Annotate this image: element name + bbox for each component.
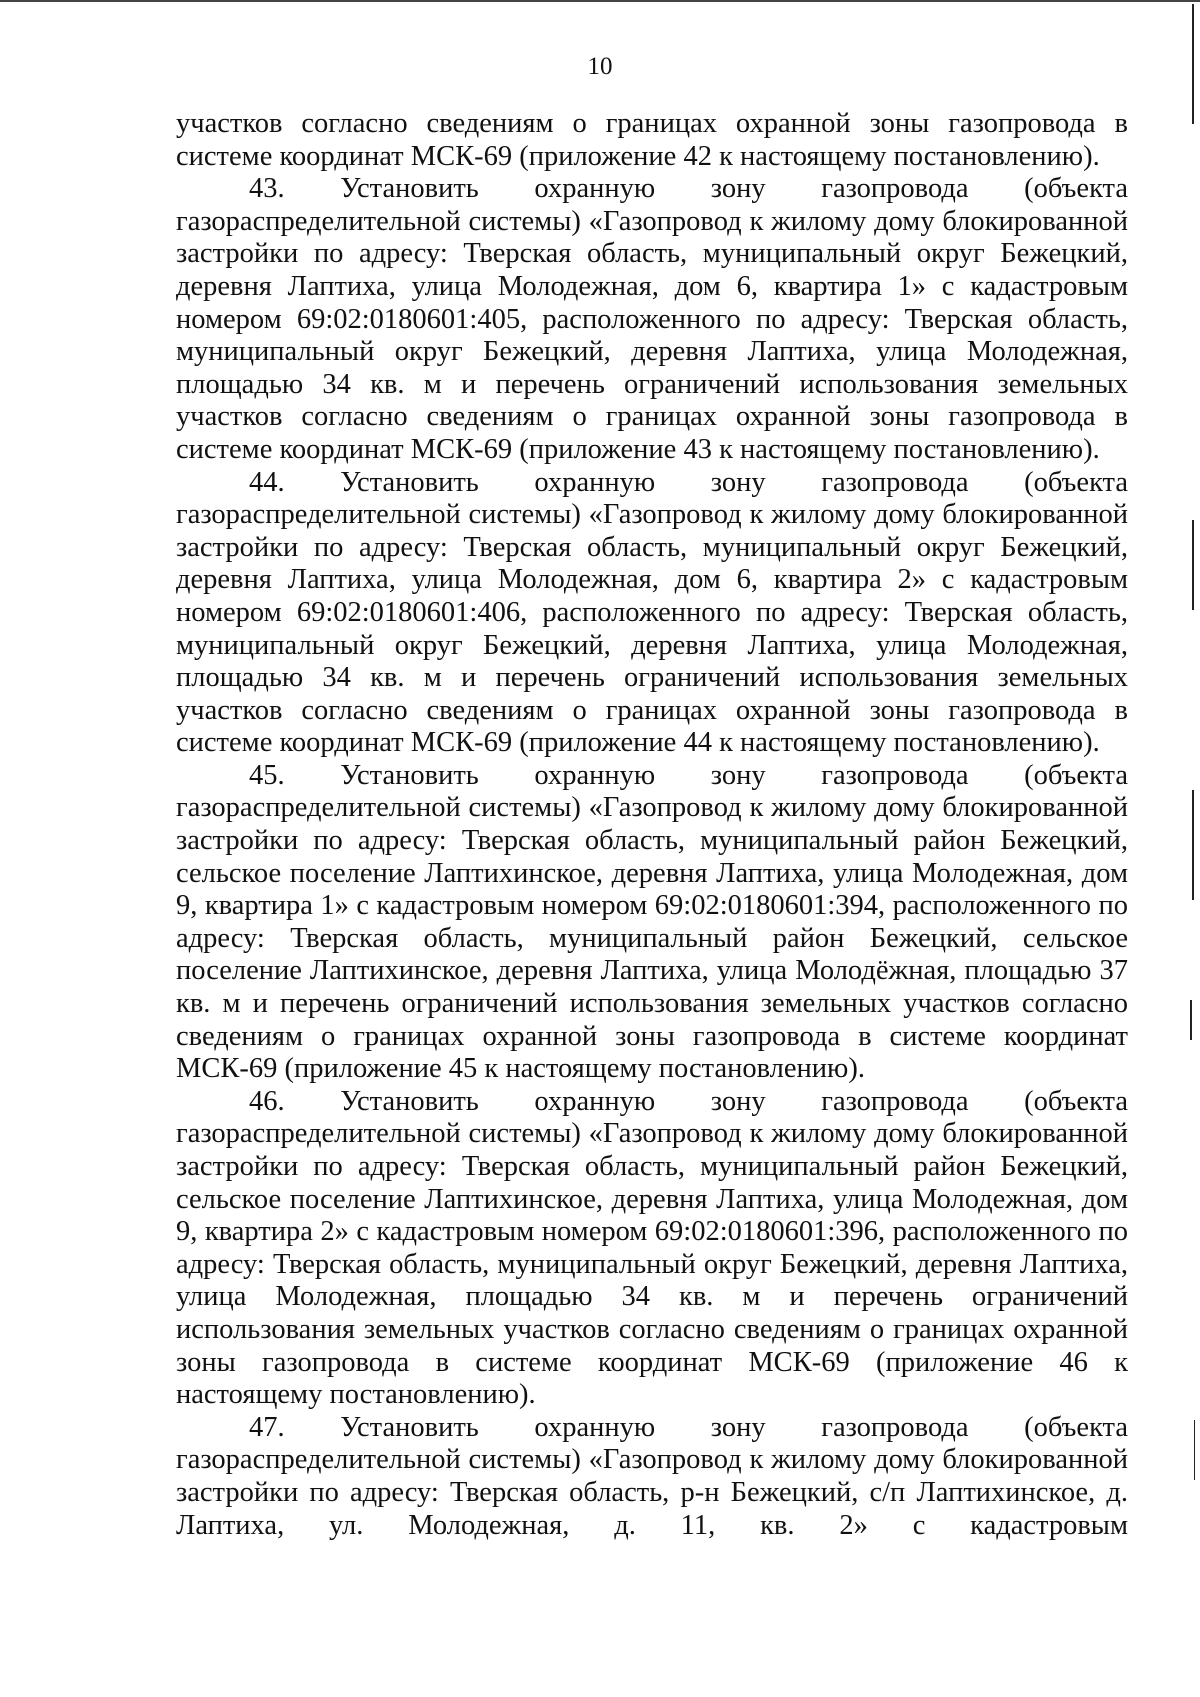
scan-edge-mark [1192, 4, 1194, 124]
scan-top-edge [0, 0, 1200, 2]
paragraph-item-47: 47. Установить охранную зону газопровода (объекта газораспределительной системы) «Газопровод к жилому дому блокированной застройки по адресу: Тверская область, р-н Бежецкий, с/п Лаптихинское, д. Лаптиха, ул. Молодежная, д. 11, кв. 2» с кадастровым [176, 1411, 1128, 1541]
paragraph-item-45: 45. Установить охранную зону газопровода (объекта газораспределительной системы) «Газопровод к жилому дому блокированной застройки по адресу: Тверская область, муниципальный район Бежецкий, сельское поселение Лаптихинское, деревня Лаптиха, улица Молодежная, дом 9, квартира 1» с кадастровым номером 69:02:0180601:394, расположенного по адресу: Тверская область, муниципальный район Бежецкий, сельское поселение Лаптихинское, деревня Лаптиха, улица Молодёжная, площадью 37 кв. м и перечень ограничений использования земельных участков согласно сведениям о границах охранной зоны газопровода в системе координат МСК-69 (приложение 45 к настоящему постановлению). [176, 759, 1128, 1085]
document-body [176, 108, 1128, 1542]
paragraph-continuation: участков согласно сведениям о границах охранной зоны газопровода в системе координат МСК-69 (приложение 42 к настоящему постановлению). [176, 108, 1128, 172]
scan-edge-mark [1190, 1000, 1192, 1040]
paragraph-item-46: 46. Установить охранную зону газопровода (объекта газораспределительной системы) «Газопровод к жилому дому блокированной застройки по адресу: Тверская область, муниципальный район Бежецкий, сельское поселение Лаптихинское, деревня Лаптиха, улица Молодежная, дом 9, квартира 2» с кадастровым номером 69:02:0180601:396, расположенного по адресу: Тверская область, муниципальный округ Бежецкий, деревня Лаптиха, улица Молодежная, площадью 34 кв. м и перечень ограничений использования земельных участков согласно сведениям о границах охранной зоны газопровода в системе координат МСК-69 (приложение 46 к настоящему постановлению). [176, 1085, 1128, 1411]
scan-edge-mark [1194, 1420, 1195, 1480]
paragraph-item-43: 43. Установить охранную зону газопровода (объекта газораспределительной системы) «Газопровод к жилому дому блокированной застройки по адресу: Тверская область, муниципальный округ Бежецкий, деревня Лаптиха, улица Молодежная, дом 6, квартира 1» с кадастровым номером 69:02:0180601:405, расположенного по адресу: Тверская область, муниципальный округ Бежецкий, деревня Лаптиха, улица Молодежная, площадью 34 кв. м и перечень ограничений использования земельных участков согласно сведениям о границах охранной зоны газопровода в системе координат МСК-69 (приложение 43 к настоящему постановлению). [176, 173, 1128, 465]
paragraph-item-44: 44. Установить охранную зону газопровода (объекта газораспределительной системы) «Газопровод к жилому дому блокированной застройки по адресу: Тверская область, муниципальный округ Бежецкий, деревня Лаптиха, улица Молодежная, дом 6, квартира 2» с кадастровым номером 69:02:0180601:406, расположенного по адресу: Тверская область, муниципальный округ Бежецкий, деревня Лаптиха, улица Молодежная, площадью 34 кв. м и перечень ограничений использования земельных участков согласно сведениям о границах охранной зоны газопровода в системе координат МСК-69 (приложение 44 к настоящему постановлению). [176, 466, 1128, 759]
page-number: 10 [587, 53, 613, 80]
scan-edge-mark [1192, 790, 1194, 900]
scan-edge-mark [1192, 520, 1194, 610]
